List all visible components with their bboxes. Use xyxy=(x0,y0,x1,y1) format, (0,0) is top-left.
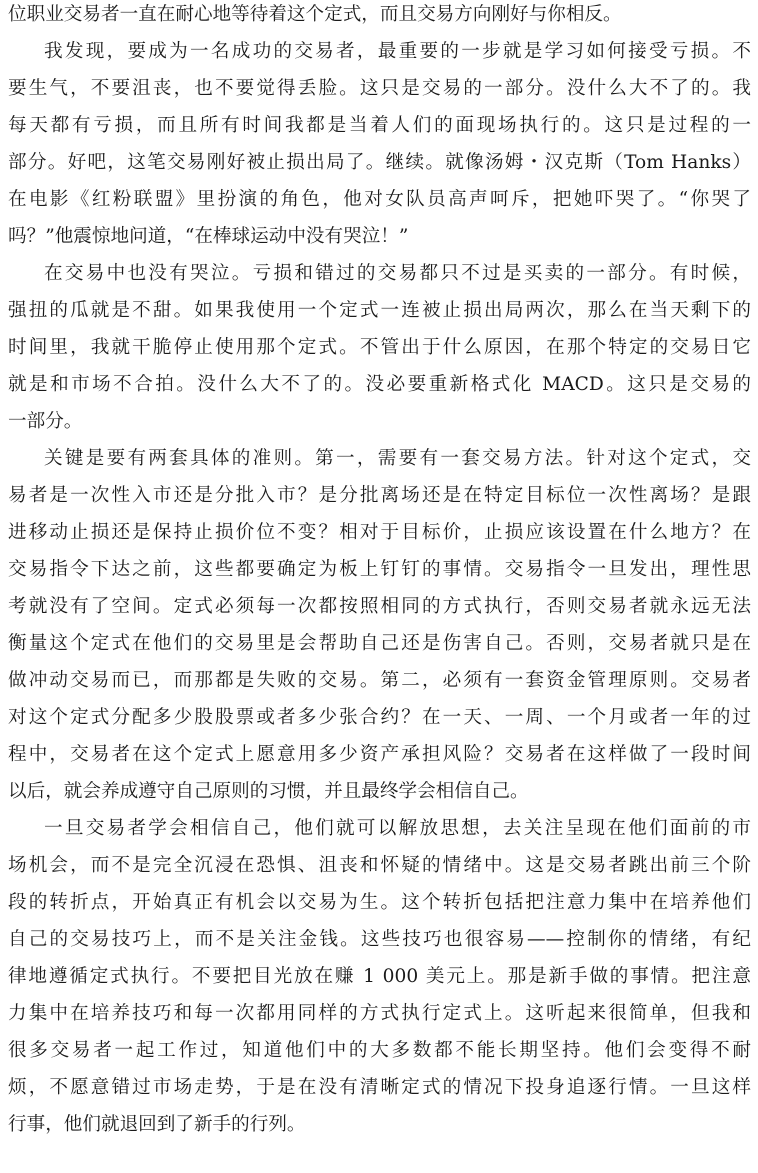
text-line: 我发现，要成为一名成功的交易者，最重要的一步就是学习如何接受亏损。不 xyxy=(44,41,751,62)
text-line: 一部分。 xyxy=(8,411,83,432)
text-line: 自己的交易技巧上，而不是关注金钱。这些技巧也很容易——控制你的情绪，有纪 xyxy=(8,929,751,950)
text-line: 程中，交易者在这个定式上愿意用多少资产承担风险？交易者在这样做了一段时间 xyxy=(8,744,751,765)
text-line: 烦，不愿意错过市场走势，于是在没有清晰定式的情况下投身追逐行情。一旦这样 xyxy=(8,1077,751,1098)
text-line: 律地遵循定式执行。不要把目光放在赚 1 000 美元上。那是新手做的事情。把注意 xyxy=(8,966,751,987)
text-line: 强扭的瓜就是不甜。如果我使用一个定式一连被止损出局两次，那么在当天剩下的 xyxy=(8,300,751,321)
text-line: 力集中在培养技巧和每一次都用同样的方式执行定式上。这听起来很简单，但我和 xyxy=(8,1003,751,1024)
text-line: 关键是要有两套具体的准则。第一，需要有一套交易方法。针对这个定式，交 xyxy=(44,448,751,469)
text-line: 考就没有了空间。定式必须每一次都按照相同的方式执行，否则交易者就永远无法 xyxy=(8,596,751,617)
text-line: 进移动止损还是保持止损价位不变？相对于目标价，止损应该设置在什么地方？在 xyxy=(8,522,751,543)
text-line: 做冲动交易而已，而那都是失败的交易。第二，必须有一套资金管理原则。交易者 xyxy=(8,670,751,691)
text-line: 吗？”他震惊地问道，“在棒球运动中没有哭泣！” xyxy=(8,226,409,247)
text-line: 时间里，我就干脆停止使用那个定式。不管出于什么原因，在那个特定的交易日它 xyxy=(8,337,751,358)
text-line: 以后，就会养成遵守自己原则的习惯，并且最终学会相信自己。 xyxy=(8,781,529,802)
text-line: 位职业交易者一直在耐心地等待着这个定式，而且交易方向刚好与你相反。 xyxy=(8,4,622,25)
text-line: 交易指令下达之前，这些都要确定为板上钉钉的事情。交易指令一旦发出，理性思 xyxy=(8,559,751,580)
text-line: 在交易中也没有哭泣。亏损和错过的交易都只不过是买卖的一部分。有时候， xyxy=(44,263,751,284)
text-line: 易者是一次性入市还是分批入市？是分批离场还是在特定目标位一次性离场？是跟 xyxy=(8,485,751,506)
text-line: 一旦交易者学会相信自己，他们就可以解放思想，去关注呈现在他们面前的市 xyxy=(44,818,751,839)
text-line: 很多交易者一起工作过，知道他们中的大多数都不能长期坚持。他们会变得不耐 xyxy=(8,1040,751,1061)
text-line: 就是和市场不合拍。没什么大不了的。没必要重新格式化 MACD。这只是交易的 xyxy=(8,374,751,395)
text-line: 场机会，而不是完全沉浸在恐惧、沮丧和怀疑的情绪中。这是交易者跳出前三个阶 xyxy=(8,855,751,876)
text-line: 每天都有亏损，而且所有时间我都是当着人们的面现场执行的。这只是过程的一 xyxy=(8,115,751,136)
text-line: 段的转折点，开始真正有机会以交易为生。这个转折包括把注意力集中在培养他们 xyxy=(8,892,751,913)
text-line: 部分。好吧，这笔交易刚好被止损出局了。继续。就像汤姆・汉克斯（Tom Hanks） xyxy=(8,152,751,173)
text-line: 要生气，不要沮丧，也不要觉得丢脸。这只是交易的一部分。没什么大不了的。我 xyxy=(8,78,751,99)
text-line: 在电影《红粉联盟》里扮演的角色，他对女队员高声呵斥，把她吓哭了。“你哭了 xyxy=(8,189,751,210)
text-line: 衡量这个定式在他们的交易里是会帮助自己还是伤害自己。否则，交易者就只是在 xyxy=(8,633,751,654)
text-line: 对这个定式分配多少股股票或者多少张合约？在一天、一周、一个月或者一年的过 xyxy=(8,707,751,728)
text-line: 行事，他们就退回到了新手的行列。 xyxy=(8,1114,306,1135)
